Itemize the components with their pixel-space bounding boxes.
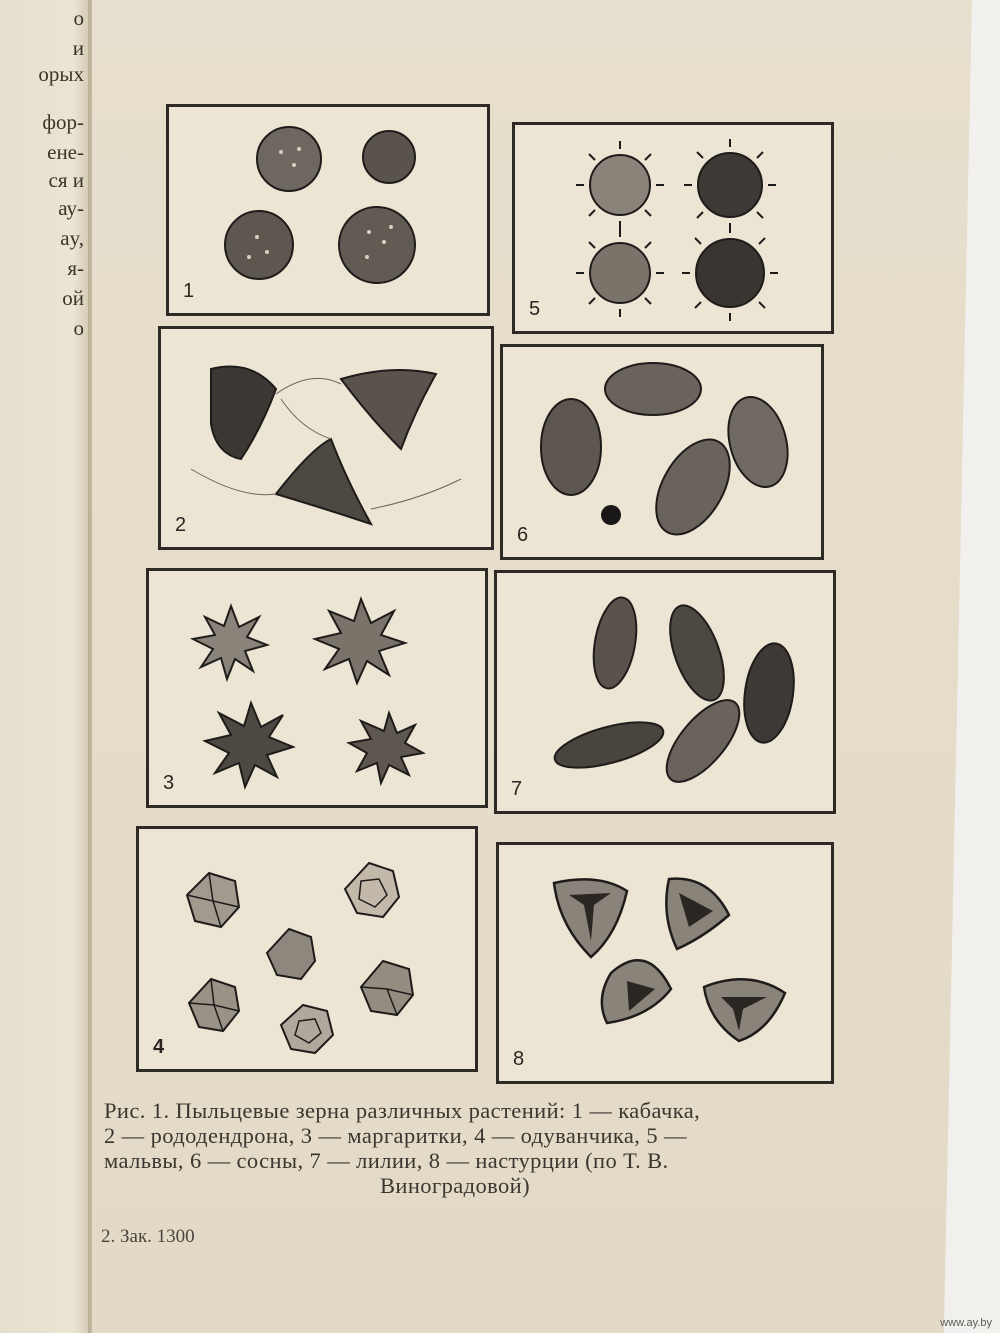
- prev-text: о: [73, 316, 84, 340]
- caption-line: мальвы, 6 — сосны, 7 — лилии, 8 — настурции (по Т. В.: [104, 1148, 669, 1173]
- watermark: www.ay.by: [940, 1317, 992, 1329]
- panel-number: 1: [183, 280, 195, 302]
- panel-number: 5: [529, 298, 541, 320]
- mallow-pollen-illustration: [515, 125, 831, 331]
- prev-text: ау-: [58, 196, 84, 220]
- panel-number: 8: [513, 1048, 525, 1070]
- panel-number: 3: [163, 772, 175, 794]
- page-footer: 2. Зак. 1300: [101, 1226, 195, 1247]
- prev-text: ay,: [60, 226, 84, 250]
- prev-text: ой: [62, 286, 84, 310]
- figure-panel-6: [500, 344, 824, 560]
- prev-text: ся и: [48, 168, 84, 192]
- caption-line: 2 — рододендрона, 3 — маргаритки, 4 — одуванчика, 5 —: [104, 1123, 687, 1148]
- figure-panel-5: [512, 122, 834, 334]
- nasturtium-pollen-illustration: [499, 845, 831, 1081]
- prev-text: орых: [38, 62, 84, 86]
- previous-page: [0, 0, 92, 1333]
- panel-number: 4: [153, 1036, 165, 1058]
- pine-pollen-illustration: [503, 347, 821, 557]
- figure-panel-4: [136, 826, 478, 1072]
- prev-text: о: [73, 6, 84, 30]
- figure-panel-8: [496, 842, 834, 1084]
- caption-line: Рис. 1. Пыльцевые зерна различных растений: 1 — кабачка,: [104, 1098, 701, 1123]
- figure-panel-7: [494, 570, 836, 814]
- prev-text: фор-: [42, 110, 84, 134]
- prev-text: ене-: [47, 140, 84, 164]
- rhododendron-pollen-illustration: [161, 329, 491, 547]
- prev-text: я-: [67, 256, 84, 280]
- lily-pollen-illustration: [497, 573, 833, 811]
- dandelion-pollen-illustration: [139, 829, 475, 1069]
- prev-text: и: [72, 36, 84, 60]
- panel-number: 6: [517, 524, 529, 546]
- figure-caption: [104, 1098, 864, 1173]
- figure-panel-1: [166, 104, 490, 316]
- pumpkin-pollen-illustration: [169, 107, 487, 313]
- daisy-pollen-illustration: [149, 571, 485, 805]
- panel-number: 2: [175, 514, 187, 536]
- caption-line: Виноградовой): [380, 1173, 530, 1198]
- figure-panel-2: [158, 326, 494, 550]
- panel-number: 7: [511, 778, 523, 800]
- figure-panel-3: [146, 568, 488, 808]
